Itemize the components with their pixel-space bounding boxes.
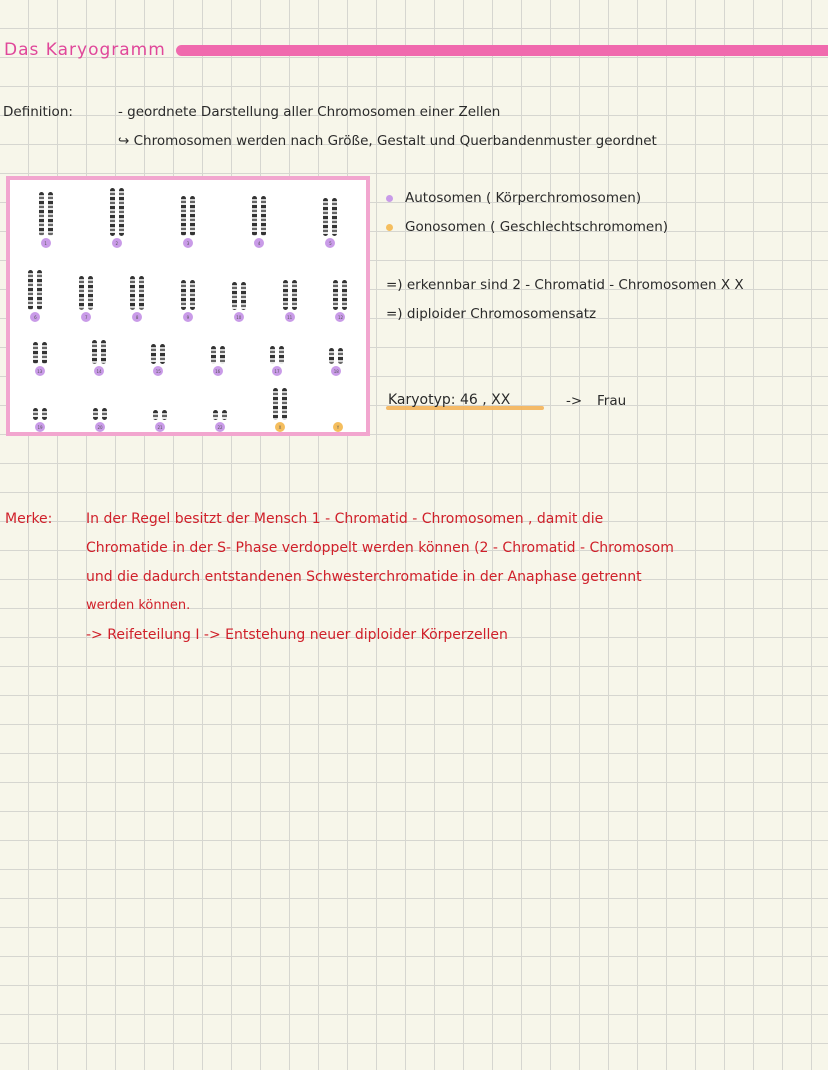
chromosome-icon (279, 346, 284, 364)
chromosome-icon (211, 346, 216, 364)
chromosome-pair (130, 276, 144, 322)
chromosome-icon (93, 408, 98, 420)
chromosome-icon (273, 388, 278, 420)
chromosome-icon (162, 410, 167, 420)
gonosome-dot-icon (386, 224, 393, 231)
merke-line-2: Chromatide in der S- Phase verdoppelt werden können (2 - Chromatid - Chromosom (86, 540, 674, 556)
chromosome-number-badge: 4 (254, 238, 264, 248)
chromosome-icon (160, 344, 165, 364)
chromosome-icon (101, 340, 106, 364)
chromosome-number-badge: 3 (183, 238, 193, 248)
chromosome-number-badge: 8 (132, 312, 142, 322)
chromosome-number-badge: 20 (95, 422, 105, 432)
merke-line-5: -> Reifeteilung I -> Entstehung neuer diploider Körperzellen (86, 627, 508, 643)
chromosome-number-badge: 10 (234, 312, 244, 322)
legend-autosomes-label: Autosomen ( Körperchromosomen) (405, 190, 642, 206)
chromosome-icon (110, 188, 115, 236)
chromosome-number-badge: 2 (112, 238, 122, 248)
merke-line-3: und die dadurch entstandenen Schwesterchromatide in der Anaphase getrennt (86, 569, 642, 585)
definition-line-1: - geordnete Darstellung aller Chromosomen einer Zellen (118, 104, 501, 120)
chromosome-icon (333, 280, 338, 310)
chromosome-number-badge: 14 (94, 366, 104, 376)
chromosome-number-badge: 9 (183, 312, 193, 322)
title-highlight-bar (176, 45, 828, 56)
karyogram-row (10, 388, 366, 432)
chromosome-pair (93, 408, 107, 432)
chromosome-number-badge: 7 (81, 312, 91, 322)
chromosome-icon (292, 280, 297, 310)
chromosome-number-badge: 5 (325, 238, 335, 248)
chromosome-pair (232, 282, 246, 322)
chromosome-number-badge: 15 (153, 366, 163, 376)
chromosome-icon (222, 410, 227, 420)
chromosome-pair (151, 344, 165, 376)
chromosome-pair (28, 270, 42, 322)
chromosome-icon (342, 280, 347, 310)
chromosome-icon (190, 280, 195, 310)
chromosome-pair (283, 280, 297, 322)
chromosome-icon (48, 192, 53, 236)
chromosome-pair (211, 346, 225, 376)
chromosome-pair (33, 408, 47, 432)
chromosome-number-badge: 21 (155, 422, 165, 432)
legend-autosomes (386, 190, 641, 206)
chromosome-number-badge: 12 (335, 312, 345, 322)
chromosome-icon (39, 192, 44, 236)
chromosome-icon (252, 196, 257, 236)
chromosome-icon (213, 410, 218, 420)
chromosome-number-badge: 1 (41, 238, 51, 248)
chromosome-icon (130, 276, 135, 310)
karyogram-image (6, 176, 370, 436)
observation-line-1: =) erkennbar sind 2 - Chromatid - Chromosomen X X (386, 277, 744, 293)
karyotype-label: Karyotyp: 46 , XX (388, 392, 511, 408)
chromosome-pair (329, 348, 343, 376)
chromosome-pair (323, 198, 337, 248)
chromosome-icon (332, 198, 337, 236)
chromosome-icon (79, 276, 84, 310)
chromosome-pair (181, 196, 195, 248)
chromosome-number-badge: 18 (331, 366, 341, 376)
chromosome-icon (92, 340, 97, 364)
chromosome-pair (39, 192, 53, 248)
chromosome-number-badge: 16 (213, 366, 223, 376)
chromosome-number-badge: 13 (35, 366, 45, 376)
chromosome-icon (88, 276, 93, 310)
chromosome-number-badge: 22 (215, 422, 225, 432)
chromosome-pair (92, 340, 106, 376)
chromosome-icon (28, 270, 33, 310)
chromosome-pair (333, 280, 347, 322)
legend-gonosomes-label: Gonosomen ( Geschlechtschromomen) (405, 219, 669, 235)
chromosome-icon (42, 342, 47, 364)
chromosome-pair (79, 276, 93, 322)
chromosome-icon (139, 276, 144, 310)
chromosome-number-badge: 6 (30, 312, 40, 322)
chromosome-pair (273, 388, 287, 432)
chromosome-icon (220, 346, 225, 364)
chromosome-pair (110, 188, 124, 248)
chromosome-icon (232, 282, 237, 310)
chromosome-pair (270, 346, 284, 376)
chromosome-icon (323, 198, 328, 236)
chromosome-icon (190, 196, 195, 236)
chromosome-icon (329, 348, 334, 364)
karyotype-arrow: -> (566, 393, 583, 409)
chromosome-icon (33, 342, 38, 364)
chromosome-pair (213, 410, 227, 432)
chromosome-icon (282, 388, 287, 420)
definition-label: Definition: (3, 104, 73, 120)
chromosome-icon (102, 408, 107, 420)
chromosome-number-badge: 17 (272, 366, 282, 376)
page-title: Das Karyogramm (4, 40, 166, 60)
chromosome-icon (119, 188, 124, 236)
chromosome-icon (261, 196, 266, 236)
chromosome-icon (241, 282, 246, 310)
chromosome-icon (283, 280, 288, 310)
chromosome-number-badge: X (275, 422, 285, 432)
merke-line-1: In der Regel besitzt der Mensch 1 - Chromatid - Chromosomen , damit die (86, 511, 604, 527)
chromosome-icon (33, 408, 38, 420)
karyogram-row (10, 270, 366, 322)
karyotype-result: Frau (597, 393, 627, 409)
chromosome-icon (153, 410, 158, 420)
merke-line-4: werden können. (86, 598, 191, 613)
chromosome-icon (151, 344, 156, 364)
merke-label: Merke: (5, 511, 53, 527)
chromosome-pair (33, 342, 47, 376)
chromosome-icon (181, 196, 186, 236)
chromosome-pair (252, 196, 266, 248)
chromosome-icon (270, 346, 275, 364)
chromosome-icon (42, 408, 47, 420)
chromosome-number-badge: Y (333, 422, 343, 432)
chromosome-icon (338, 348, 343, 364)
chromosome-number-badge: 11 (285, 312, 295, 322)
chromosome-pair (153, 410, 167, 432)
chromosome-number-badge: 19 (35, 422, 45, 432)
autosome-dot-icon (386, 195, 393, 202)
chromosome-icon (37, 270, 42, 310)
karyogram-row (10, 340, 366, 376)
karyogram-row (10, 188, 366, 248)
definition-line-2: ↪ Chromosomen werden nach Größe, Gestalt und Querbandenmuster geordnet (118, 133, 657, 149)
legend-gonosomes (386, 219, 668, 235)
chromosome-pair (181, 280, 195, 322)
chromosome-pair (333, 420, 343, 432)
observation-line-2: =) diploider Chromosomensatz (386, 306, 597, 322)
chromosome-icon (181, 280, 186, 310)
